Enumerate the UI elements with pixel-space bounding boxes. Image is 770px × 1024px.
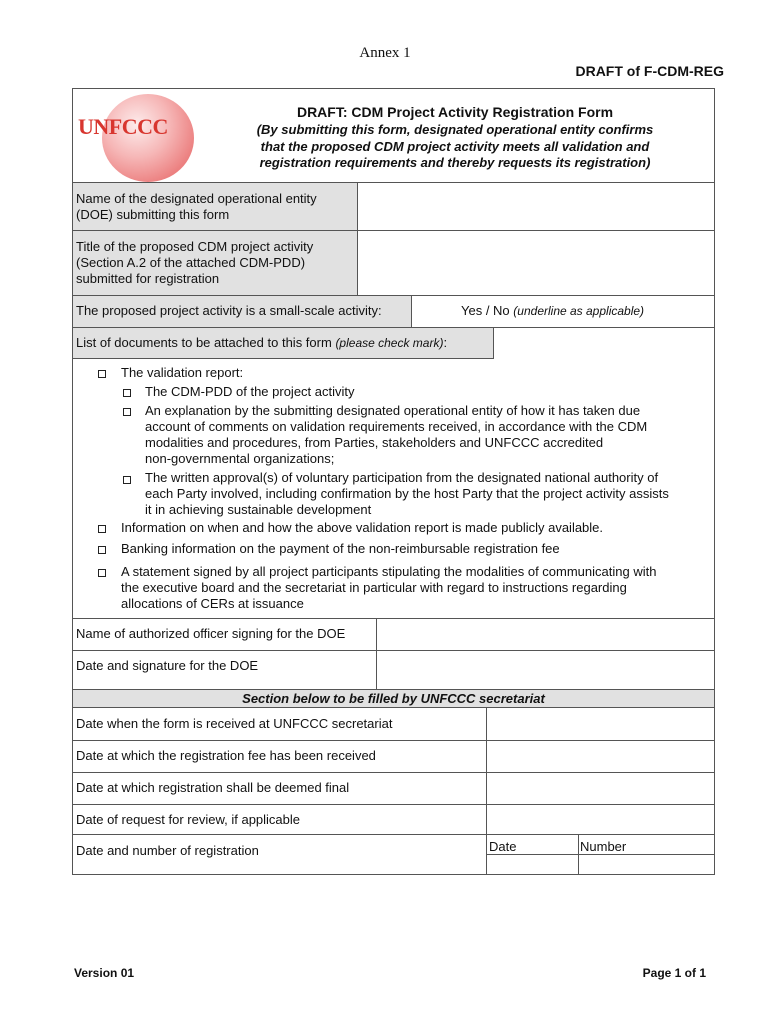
date-signature-label: Date and signature for the DOE <box>76 658 259 673</box>
date-signature-input[interactable] <box>377 651 714 689</box>
doe-name-label <box>76 191 317 223</box>
checkbox-pdd[interactable] <box>123 389 131 397</box>
date-column-header: Date <box>489 839 517 854</box>
subtitle-line: that the proposed CDM project activity meets all validation and <box>260 138 650 154</box>
item-banking: Banking information on the payment of the non-reimbursable registration fee <box>121 541 560 556</box>
docs-list-note: (please check mark) <box>335 336 444 350</box>
item-pdd: The CDM-PDD of the project activity <box>145 384 355 399</box>
unfccc-logo <box>78 94 198 182</box>
received-date-input[interactable] <box>487 708 714 740</box>
item-publicly: Information on when and how the above validation report is made publicly available. <box>121 520 604 535</box>
item-approval <box>145 470 669 518</box>
final-date-input[interactable] <box>487 773 714 804</box>
draft-code: DRAFT of F-CDM-REG <box>575 63 724 79</box>
final-label: Date at which registration shall be deemed final <box>76 780 350 795</box>
number-column-header: Number <box>580 839 627 854</box>
checkbox-banking[interactable] <box>98 546 106 554</box>
item-validation-report: The validation report: <box>121 365 244 380</box>
checkbox-publicly[interactable] <box>98 525 106 533</box>
date-number-label: Date and number of registration <box>76 843 259 858</box>
received-label: Date when the form is received at UNFCCC secretariat <box>76 716 393 731</box>
docs-list-text: List of documents to be attached to this form <box>76 335 332 350</box>
subtitle-line: registration requirements and thereby requests its registration) <box>259 155 651 170</box>
item-line: account of comments on validation requirements received, in accordance with the CDM <box>145 419 648 434</box>
item-line: it in achieving sustainable development <box>145 502 372 517</box>
project-title-label <box>76 239 313 287</box>
label-line: (Section A.2 of the attached CDM-PDD) <box>76 255 306 270</box>
registration-number-input[interactable] <box>579 855 714 874</box>
item-line: each Party involved, including confirmation by the host Party that the project activity assists <box>145 486 669 501</box>
doe-name-input[interactable] <box>358 183 714 230</box>
label-line: Name of the designated operational entity <box>76 191 317 206</box>
checkbox-explanation[interactable] <box>123 408 131 416</box>
checkbox-validation-report[interactable] <box>98 370 106 378</box>
footer-version: Version 01 <box>74 966 135 980</box>
yes-no-note: (underline as applicable) <box>513 304 645 318</box>
item-explanation <box>145 403 647 467</box>
form-subtitle <box>200 122 710 172</box>
form-title: DRAFT: CDM Project Activity Registration Form <box>296 104 614 120</box>
item-line: modalities and procedures, from Parties, stakeholders and UNFCCC accredited <box>145 435 604 450</box>
item-line: The written approval(s) of voluntary participation from the designated national authority of <box>145 470 659 485</box>
item-line: non-governmental organizations; <box>145 451 335 466</box>
yes-no-text: Yes / No <box>461 303 510 318</box>
footer-page: Page 1 of 1 <box>642 966 706 980</box>
label-line: (DOE) submitting this form <box>76 207 230 222</box>
checkbox-approval[interactable] <box>123 476 131 484</box>
registration-date-input[interactable] <box>487 855 577 874</box>
item-statement <box>121 564 656 612</box>
project-title-input[interactable] <box>358 231 714 295</box>
review-label: Date of request for review, if applicable <box>76 812 301 827</box>
officer-name-label: Name of authorized officer signing for the DOE <box>76 626 346 641</box>
annex-label: Annex 1 <box>359 45 411 61</box>
yes-no-choice[interactable] <box>461 303 644 319</box>
fee-date-input[interactable] <box>487 741 714 772</box>
docs-list-colon: : <box>443 335 448 350</box>
small-scale-label: The proposed project activity is a small-scale activity: <box>76 303 382 318</box>
fee-label: Date at which the registration fee has been received <box>76 748 376 763</box>
item-line: the executive board and the secretariat in particular with regard to instructions regarding <box>121 580 627 595</box>
secretariat-heading: Section below to be filled by UNFCCC secretariat <box>242 691 545 706</box>
officer-name-input[interactable] <box>377 619 714 650</box>
label-line: Title of the proposed CDM project activity <box>76 239 314 254</box>
item-line: A statement signed by all project participants stipulating the modalities of communicating with <box>121 564 657 579</box>
item-line: allocations of CERs at issuance <box>121 596 304 611</box>
review-date-input[interactable] <box>487 805 714 834</box>
checkbox-statement[interactable] <box>98 569 106 577</box>
item-line: An explanation by the submitting designated operational entity of how it has taken due <box>145 403 641 418</box>
label-line: submitted for registration <box>76 271 220 286</box>
logo-text: UNFCCC <box>78 114 168 139</box>
docs-list-label <box>76 335 447 351</box>
subtitle-line: (By submitting this form, designated operational entity confirms <box>256 122 654 137</box>
